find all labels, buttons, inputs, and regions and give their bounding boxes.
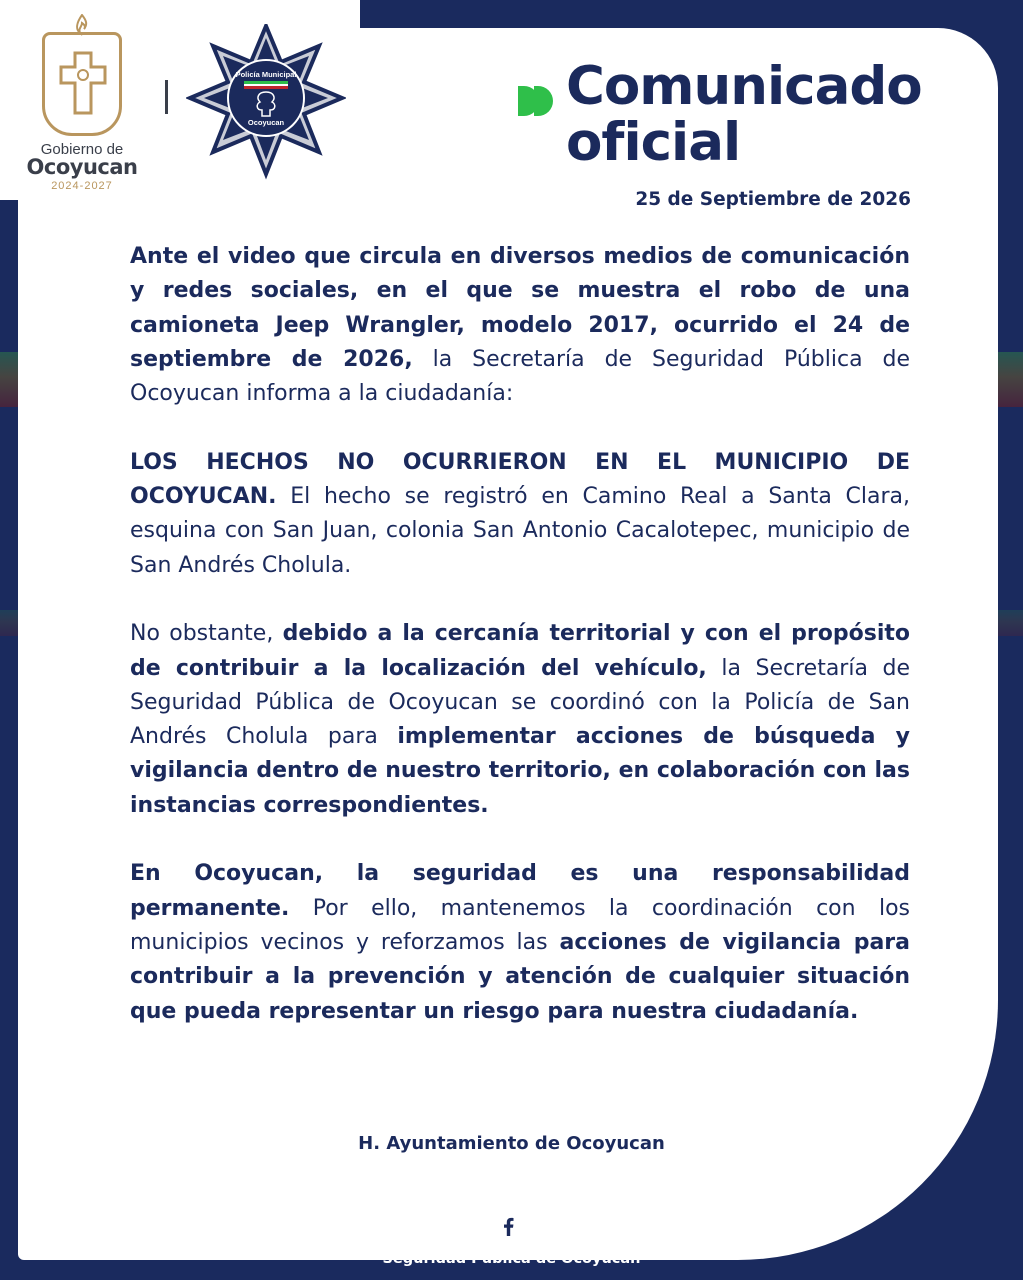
title-line-2: oficial bbox=[566, 112, 741, 173]
paragraph-4-bold-2: acciones de vigilancia para contribuir a la prevención y atención de cualquier situación que pueda representar un riesgo para nuestra ciudadanía. bbox=[130, 929, 910, 1024]
paragraph-1-bold: Ante el video que circula en diversos medios de comunicación y redes sociales, en el que se muestra el robo de una camioneta Jeep Wrangler, modelo 2017, ocurrido el 24 de septiembre de 2026, bbox=[130, 244, 910, 372]
footer-organization: H. Ayuntamiento de Ocoyucan bbox=[358, 1133, 665, 1154]
gobierno-name: Ocoyucan bbox=[26, 155, 138, 179]
paragraph-4 bbox=[130, 857, 910, 1028]
star-badge-icon bbox=[186, 24, 346, 180]
paragraph-2 bbox=[130, 446, 910, 583]
paragraph-3 bbox=[130, 617, 910, 823]
facebook-icon[interactable] bbox=[493, 1211, 524, 1242]
paragraph-3-bold-2: implementar acciones de búsqueda y vigilancia dentro de nuestro territorio, en colaboración con las instancias correspondientes. bbox=[130, 724, 911, 818]
badge-city: Ocoyucan bbox=[247, 118, 285, 127]
gobierno-label: Gobierno de bbox=[40, 141, 124, 158]
gobierno-years: 2024-2027 bbox=[51, 180, 113, 192]
footer-page-name: Seguridad Pública de Ocoyucan bbox=[382, 1251, 641, 1267]
paragraph-3-text-2: la Secretaría de Seguridad Pública de Ocoyucan se coordinó con la Policía de San Andrés Cholula para bbox=[130, 655, 911, 750]
paragraph-2-text: El hecho se registró en Camino Real a Santa Clara, esquina con San Juan, colonia San Antonio Cacalotepec, municipio de San Andrés Cholula. bbox=[130, 484, 910, 578]
paragraph-4-bold-1: En Ocoyucan, la seguridad es una responsabilidad permanente. bbox=[130, 861, 910, 921]
paragraph-1-text: la Secretaría de Seguridad Pública de Ocoyucan informa a la ciudadanía: bbox=[130, 346, 910, 407]
document-date: 25 de Septiembre de 2026 bbox=[635, 189, 911, 210]
emblem-shield-icon bbox=[42, 32, 122, 136]
statement-body bbox=[130, 240, 910, 1063]
title-accent-icon bbox=[516, 84, 556, 118]
paragraph-2-bold: LOS HECHOS NO OCURRIERON EN EL MUNICIPIO DE OCOYUCAN. bbox=[130, 449, 910, 510]
police-badge-logo bbox=[186, 24, 346, 180]
gobierno-logo bbox=[14, 14, 150, 192]
title-line-1: Comunicado bbox=[566, 56, 922, 117]
paragraph-4-text: Por ello, mantenemos la coordinación con los municipios vecinos y reforzamos las bbox=[130, 895, 910, 955]
paragraph-1 bbox=[130, 240, 910, 411]
paragraph-3-bold-1: debido a la cercanía territorial y con el propósito de contribuir a la localización del vehículo, bbox=[130, 621, 910, 681]
paragraph-3-text-1: No obstante, bbox=[130, 621, 283, 647]
logo-divider bbox=[165, 80, 168, 114]
badge-title: Policía Municipal bbox=[235, 70, 297, 79]
